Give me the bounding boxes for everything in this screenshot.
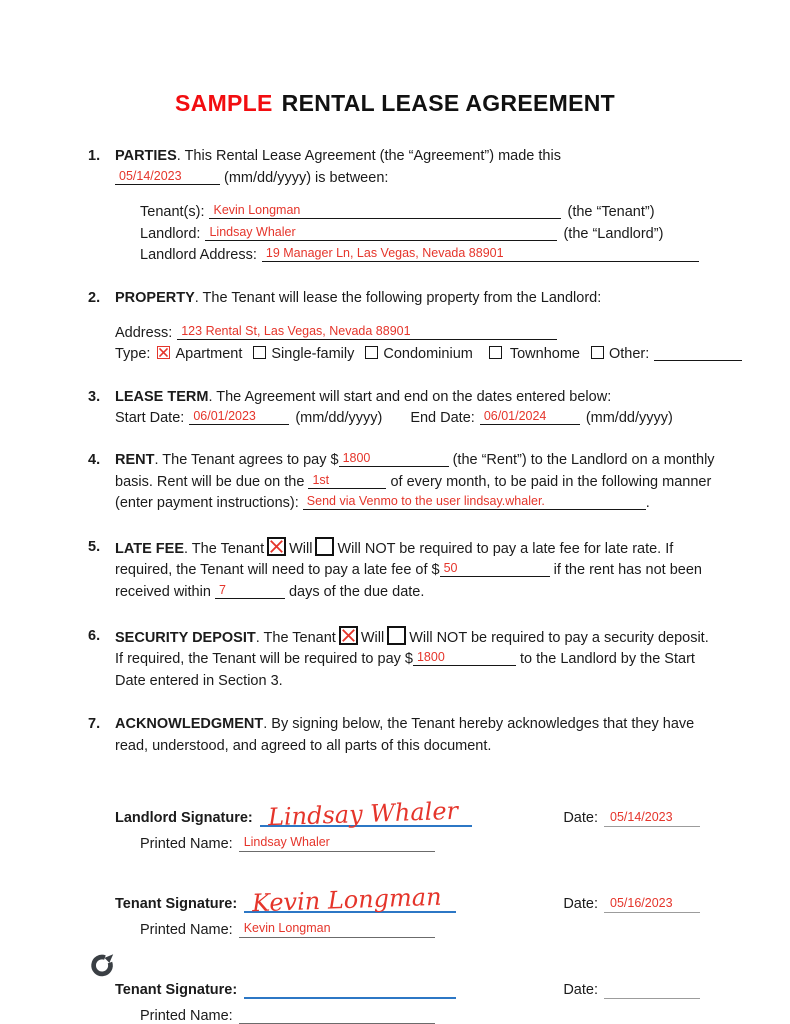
tenant-signature-field-2[interactable] <box>244 967 456 999</box>
parties-line-1 <box>88 146 702 168</box>
page-title <box>0 0 790 117</box>
parties-fill-block <box>140 202 702 267</box>
body-text: (the “Rent”) to the Landlord on a monthly <box>448 451 715 468</box>
tenant-suffix: (the “Tenant”) <box>567 204 655 221</box>
x-mark-icon <box>341 628 356 643</box>
type-option-label: Condominium <box>383 346 473 363</box>
body-text: to the Landlord by the Start <box>515 651 695 668</box>
section-lease-term <box>88 387 702 430</box>
section-property <box>88 288 702 366</box>
section-heading: SECURITY DEPOSIT <box>115 629 256 646</box>
body-text: of every month, to be paid in the following manner <box>386 473 712 490</box>
body-text: . The Tenant <box>255 629 336 646</box>
type-option-label: Apartment <box>175 346 243 363</box>
tenant-name-field[interactable]: Kevin Longman <box>209 202 561 219</box>
property-address-label: Address: <box>115 324 173 341</box>
tenant-date-field-1[interactable]: 05/16/2023 <box>604 895 700 913</box>
property-fill-block <box>115 323 702 366</box>
tenant-signature-label: Tenant Signature: <box>115 982 238 999</box>
acknowledgment-line-2 <box>115 736 702 758</box>
date-label: Date: <box>563 982 598 999</box>
body-text: (enter payment instructions): <box>115 495 303 512</box>
tenant-date-group-1 <box>563 895 700 913</box>
body-text: . The Tenant agrees to pay $ <box>154 451 339 468</box>
rent-amount-field[interactable]: 1800 <box>339 450 449 467</box>
body-text: be required to pay a security deposit. <box>466 629 709 646</box>
section-heading: LEASE TERM <box>115 388 209 405</box>
printed-name-label: Printed Name: <box>140 836 233 853</box>
agreement-date-field[interactable]: 05/14/2023 <box>115 168 220 185</box>
checkbox-other[interactable] <box>591 346 604 359</box>
landlord-date-group <box>563 809 700 827</box>
body-text: . The Tenant <box>184 540 265 557</box>
property-line-1 <box>88 288 702 310</box>
tenant-printed-name-field-2[interactable] <box>239 1006 435 1024</box>
security-deposit-line-3 <box>115 671 702 693</box>
tenant-printed-name-row-2 <box>140 1006 790 1024</box>
type-option-townhome <box>487 346 580 362</box>
landlord-address-row <box>140 245 702 267</box>
body-text: basis. Rent will be due on the <box>115 473 309 490</box>
landlord-printed-name-row <box>140 834 790 852</box>
section-acknowledgment <box>88 714 702 757</box>
type-option-single-family <box>251 346 354 362</box>
section-number: 1. <box>88 148 101 164</box>
tenant-label: Tenant(s): <box>140 204 205 221</box>
printed-name-label: Printed Name: <box>140 1008 233 1024</box>
tenant-signature-row-2 <box>115 965 700 999</box>
end-date-label: End Date: <box>410 410 475 427</box>
type-option-apartment <box>155 346 242 362</box>
section-heading: RENT <box>115 451 155 468</box>
section-late-fee <box>88 537 702 604</box>
checkbox-condominium[interactable] <box>365 346 378 359</box>
date-label: Date: <box>563 810 598 827</box>
landlord-printed-name-field[interactable]: Lindsay Whaler <box>239 834 435 852</box>
section-heading: ACKNOWLEDGMENT <box>115 716 264 733</box>
body-text: be required to pay a late fee for late rate. If <box>395 540 674 557</box>
date-format-hint: (mm/dd/yyyy) <box>585 410 673 427</box>
type-option-label: Townhome <box>509 346 580 363</box>
landlord-address-field[interactable]: 19 Manager Ln, Las Vegas, Nevada 88901 <box>262 245 699 262</box>
tenant-signature-field-1[interactable] <box>244 881 456 918</box>
title-sample-text: SAMPLE <box>175 90 273 116</box>
late-fee-line-3 <box>115 582 702 604</box>
will-label: Will <box>360 629 385 646</box>
section-number: 5. <box>88 538 101 555</box>
other-label: Other: <box>608 346 650 363</box>
section-number: 3. <box>88 388 101 405</box>
body-text: If required, the Tenant will be required to pay $ <box>115 651 413 668</box>
start-date-label: Start Date: <box>115 410 185 427</box>
lease-term-dates-row <box>115 408 702 430</box>
security-deposit-line-2 <box>115 649 702 671</box>
will-label: Will <box>289 540 313 557</box>
section-parties <box>88 146 702 267</box>
rent-line-2 <box>115 472 712 494</box>
tenant-signature-label: Tenant Signature: <box>115 896 238 913</box>
tenant-signature-script: Kevin Longman <box>251 883 443 918</box>
body-text: if the rent has not been <box>549 562 702 579</box>
property-type-label: Type: <box>115 346 151 363</box>
section-heading: LATE FEE <box>115 540 185 557</box>
end-date-field[interactable]: 06/01/2024 <box>480 408 580 425</box>
body-text: (mm/dd/yyyy) is between: <box>220 169 389 186</box>
tenant-printed-name-row-1 <box>140 920 790 938</box>
lease-term-line-1 <box>88 387 702 409</box>
section-number: 2. <box>88 289 101 306</box>
checkbox-late-fee-will-not[interactable] <box>315 537 334 556</box>
tenant-signature-row-1 <box>115 879 700 918</box>
body-text: . This Rental Lease Agreement (the “Agreement”) made this <box>176 148 561 164</box>
checkbox-late-fee-will[interactable] <box>267 537 286 556</box>
body-text: . The Tenant will lease the following property from the Landlord: <box>194 289 602 306</box>
acknowledgment-line-1 <box>88 714 702 736</box>
will-not-label: Will NOT <box>409 629 467 646</box>
tenant-date-group-2 <box>563 981 700 999</box>
body-text: . <box>645 495 650 512</box>
section-rent <box>88 450 715 515</box>
landlord-name-field[interactable]: Lindsay Whaler <box>205 224 557 241</box>
rent-line-1 <box>88 450 715 472</box>
late-fee-days-field[interactable]: 7 <box>215 582 285 599</box>
body-text: received within <box>115 583 215 600</box>
title-rest-text: RENTAL LEASE AGREEMENT <box>281 90 615 116</box>
property-type-row <box>115 344 702 366</box>
checkbox-apartment[interactable] <box>157 346 170 359</box>
date-label: Date: <box>563 896 598 913</box>
landlord-date-field[interactable]: 05/14/2023 <box>604 809 700 827</box>
section-security-deposit <box>88 626 709 693</box>
other-type-field[interactable] <box>654 344 742 361</box>
checkbox-single-family[interactable] <box>253 346 266 359</box>
security-deposit-line-1 <box>88 626 709 650</box>
checkbox-deposit-will-not[interactable] <box>387 626 406 645</box>
deposit-amount-field[interactable]: 1800 <box>413 649 516 666</box>
checkbox-deposit-will[interactable] <box>339 626 358 645</box>
section-heading: PROPERTY <box>115 289 195 306</box>
section-number: 4. <box>88 451 101 468</box>
parties-line-2 <box>115 168 702 190</box>
body-text: . The Agreement will start and end on the dates entered below: <box>208 388 612 405</box>
body-text: Date entered in Section 3. <box>115 672 283 689</box>
landlord-signature-row <box>115 793 700 832</box>
section-heading: PARTIES <box>115 148 177 164</box>
tenant-row <box>140 202 702 224</box>
type-option-label: Single-family <box>271 346 355 363</box>
landlord-label: Landlord: <box>140 225 201 242</box>
tenant-printed-name-field-1[interactable]: Kevin Longman <box>239 920 435 938</box>
landlord-signature-script: Lindsay Whaler <box>267 797 459 832</box>
landlord-signature-label: Landlord Signature: <box>115 810 253 827</box>
late-fee-line-1 <box>88 537 702 561</box>
section-number: 7. <box>88 716 101 733</box>
payment-instructions-field[interactable]: Send via Venmo to the user lindsay.whaler. <box>303 493 646 510</box>
type-option-condominium <box>363 346 472 362</box>
will-not-label: Will NOT <box>337 540 396 557</box>
property-address-field[interactable]: 123 Rental St, Las Vegas, Nevada 88901 <box>177 323 557 340</box>
rent-line-3 <box>115 493 702 515</box>
body-text: days of the due date. <box>284 583 425 600</box>
date-format-hint: (mm/dd/yyyy) <box>295 410 383 427</box>
landlord-signature-field[interactable] <box>260 795 472 832</box>
printed-name-label: Printed Name: <box>140 922 233 939</box>
body-text: required, the Tenant will need to pay a late fee of $ <box>115 562 440 579</box>
x-mark-icon <box>269 539 284 554</box>
late-fee-amount-field[interactable]: 50 <box>440 560 550 577</box>
section-number: 6. <box>88 627 101 644</box>
landlord-row <box>140 224 702 246</box>
x-mark-icon <box>158 347 169 358</box>
late-fee-line-2 <box>115 560 702 582</box>
signature-block <box>0 793 790 1024</box>
body-text: read, understood, and agreed to all parts of this document. <box>115 737 492 754</box>
type-option-other <box>589 346 742 362</box>
checkbox-townhome[interactable] <box>489 346 502 359</box>
landlord-suffix: (the “Landlord”) <box>563 225 664 242</box>
start-date-field[interactable]: 06/01/2023 <box>189 408 289 425</box>
refresh-icon[interactable] <box>88 950 117 980</box>
landlord-address-label: Landlord Address: <box>140 247 257 264</box>
body-text: . By signing below, the Tenant hereby acknowledges that they have <box>263 716 695 733</box>
tenant-date-field-2[interactable] <box>604 981 700 999</box>
property-address-row <box>115 323 702 345</box>
rent-due-day-field[interactable]: 1st <box>308 472 386 489</box>
